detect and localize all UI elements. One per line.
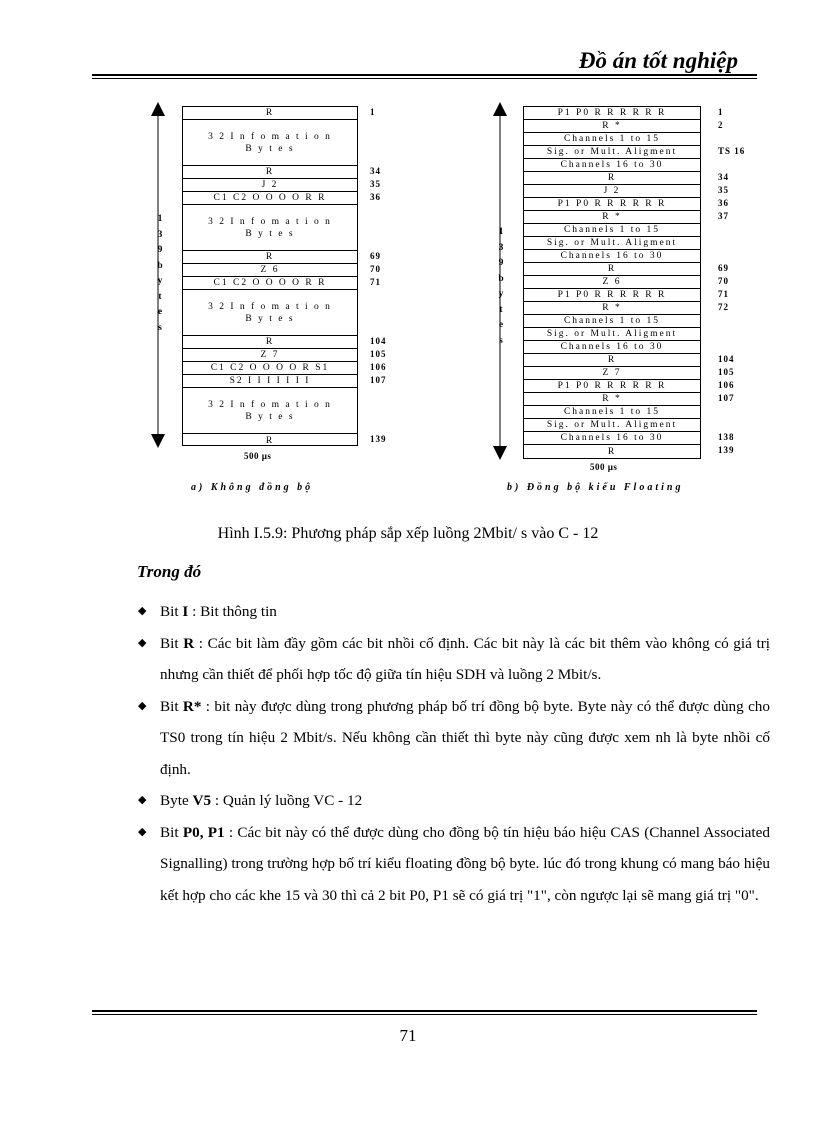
- diagram-a-row: 3 2 I n f o m a t i o n B y t e s: [183, 290, 357, 336]
- diagram-b-row: R *: [524, 211, 700, 224]
- vertical-label-char: s: [499, 335, 503, 346]
- vertical-label-char: 3: [157, 229, 163, 240]
- diagram-b-row-number: 71: [718, 288, 729, 299]
- diagram-b-row-number: 72: [718, 301, 729, 312]
- vertical-label-char: s: [158, 322, 162, 333]
- diagram-b-frame: [523, 106, 701, 459]
- bullet-diamond-icon: ◆: [138, 825, 147, 838]
- vertical-label-char: t: [158, 291, 162, 302]
- diagram-b-row: Channels 16 to 30: [524, 432, 700, 445]
- diagram-b-row: R *: [524, 120, 700, 133]
- diagram-b-row-number: 107: [718, 392, 735, 403]
- vertical-label-char: y: [498, 289, 504, 299]
- vertical-label-char: 1: [498, 227, 504, 237]
- footer-rule: [92, 1010, 757, 1012]
- diagram-b-row: Sig. or Mult. Aligment: [524, 237, 700, 250]
- bullet-item: [138, 628, 770, 691]
- diagram-b-row-number: 138: [718, 431, 735, 442]
- header-title: Đồ án tốt nghiệp: [578, 48, 738, 73]
- diagram-a-row: J 2: [183, 179, 357, 192]
- diagram-a-row: C1 C2 O O O O R R: [183, 277, 357, 290]
- diagram-a-row-number: 36: [370, 191, 381, 202]
- diagram-b-row-number: 139: [718, 444, 735, 455]
- figure-caption: Hình I.5.9: Phương pháp sắp xếp luồng 2Mbit/ s vào C - 12: [217, 525, 599, 542]
- diagram-b-row: Channels 1 to 15: [524, 315, 700, 328]
- diagram-a-row: R: [183, 166, 357, 179]
- diagram-b-row: R: [524, 354, 700, 367]
- bullet-diamond-icon: ◆: [138, 605, 147, 617]
- bullet-prefix: Bit: [160, 697, 183, 715]
- diagram-b-row-number: TS 16: [718, 145, 746, 156]
- diagram-a-row: R: [183, 251, 357, 264]
- diagram-b-row-number: 35: [718, 184, 729, 195]
- diagram-a-row: Z 7: [183, 349, 357, 362]
- diagram-a-row-number: 105: [370, 348, 387, 359]
- bullet-list: [138, 596, 770, 911]
- diagram-a-row-number: 70: [370, 263, 381, 274]
- diagram-b-row: P1 P0 R R R R R R: [524, 380, 700, 393]
- diagram-b-row-number: 37: [718, 210, 729, 221]
- bullet-text: : Các bit này có thể được dùng cho đồng bộ tín hiệu báo hiệu CAS (Channel Associated Signalling) trong trường hợp bố trí kiểu floating đồng bộ byte. lúc đó trong khung có mang báo hiệu kết hợp cho các khe 15 và 30 thì cả 2 bit P0, P1 sẽ có giá trị "1", còn ngược lại sẽ mang giá trị "0".: [160, 823, 770, 904]
- diagram-b-row: Channels 1 to 15: [524, 224, 700, 237]
- diagram-b-row: R *: [524, 302, 700, 315]
- bullet-item: [138, 785, 770, 817]
- bullet-term: V5: [192, 792, 212, 809]
- vertical-label-char: 3: [498, 242, 504, 253]
- bullet-item: [138, 691, 770, 786]
- diagram-b-duration: 500 µs: [590, 462, 618, 472]
- diagram-b-row-number: 1: [718, 106, 724, 117]
- vertical-label-char: b: [498, 273, 504, 284]
- diagram-a-row: 3 2 I n f o m a t i o n B y t e s: [183, 120, 357, 166]
- vertical-label-char: 9: [157, 245, 163, 255]
- diagram-b-row: R: [607, 446, 617, 457]
- vertical-label-char: e: [157, 307, 163, 317]
- header-rule-thin: [92, 78, 757, 79]
- diagram-a-duration: 500 µs: [244, 451, 272, 461]
- diagram-a-row: S2 I I I I I I I: [183, 375, 357, 388]
- bullet-text: : Các bit làm đầy gồm các bit nhồi cố định. Các bit này là các bit thêm vào không có giá trị nhưng cần thiết để phối hợp tốc độ giữa tín hiệu SDH và luồng 2 Mbit/s.: [160, 634, 770, 683]
- vertical-label-char: y: [157, 276, 163, 286]
- diagram-b-row-number: 69: [718, 262, 729, 273]
- footer-rule-thin: [92, 1014, 757, 1015]
- diagram-a-row-number: 1: [370, 106, 376, 117]
- diagram-b-row-number: 105: [718, 366, 735, 377]
- diagram-b-row-number: 106: [718, 379, 735, 390]
- diagram-a-row-number: 71: [370, 276, 381, 287]
- diagram-a-row: Z 6: [183, 264, 357, 277]
- diagram-b-row: R: [524, 172, 700, 185]
- bullet-term: P0, P1: [182, 823, 225, 841]
- bullet-term: R: [183, 634, 195, 652]
- diagram-b-row-number: 36: [718, 197, 729, 208]
- bullet-text: : bit này được dùng trong phương pháp bố trí đồng bộ byte. Byte này có thể được dùng cho TS0 trong tín hiệu 2 Mbit/s. Nếu không cần thiết thì byte này cũng được xem nh là byte nhồi cố định.: [160, 697, 770, 778]
- diagram-a-row: 3 2 I n f o m a t i o n B y t e s: [183, 388, 357, 434]
- diagram-b-row: Channels 16 to 30: [524, 250, 700, 263]
- diagram-b-row: Channels 1 to 15: [524, 406, 700, 419]
- bullet-prefix: Bit: [160, 823, 183, 841]
- diagram-b-row-number: 34: [718, 171, 729, 182]
- diagram-a-frame: [182, 106, 358, 446]
- bullet-text: : Bit thông tin: [188, 603, 277, 620]
- diagram-b-row-number: 70: [718, 275, 729, 286]
- bullet-term: I: [182, 603, 189, 620]
- diagram-a-row-number: 107: [370, 374, 387, 385]
- bullet-prefix: Bit: [160, 634, 184, 652]
- vertical-label-char: 9: [498, 258, 504, 268]
- diagram-b-row: P1 P0 R R R R R R: [524, 107, 700, 120]
- diagram-a-row-number: 35: [370, 178, 381, 189]
- bullet-diamond-icon: ◆: [138, 636, 147, 649]
- diagram-b-row: Channels 16 to 30: [524, 341, 700, 354]
- diagram-b-row: Sig. or Mult. Aligment: [524, 328, 700, 341]
- diagram-b-row: Channels 16 to 30: [524, 159, 700, 172]
- diagram-a-row-number: 106: [370, 361, 387, 372]
- diagram-a-row: 3 2 I n f o m a t i o n B y t e s: [183, 205, 357, 251]
- diagram-b-row: Channels 1 to 15: [524, 133, 700, 146]
- diagram-a-row-number: 69: [370, 250, 381, 261]
- diagram-b-row: R *: [524, 393, 700, 406]
- diagram-b-row: Z 7: [524, 367, 700, 380]
- diagram-a-row-number: 139: [370, 433, 387, 444]
- diagram-b-caption: b) Đồng bộ kiểu Floating: [507, 482, 684, 493]
- vertical-label-char: t: [499, 304, 503, 315]
- diagram-a-caption: a) Không đồng bộ: [191, 482, 314, 493]
- bullet-prefix: Bit: [160, 603, 183, 620]
- diagram-a-row: C1 C2 O O O O R S1: [183, 362, 357, 375]
- bullet-item: [138, 596, 770, 628]
- diagram-b-row: Z 6: [524, 276, 700, 289]
- diagram-a-row: C1 C2 O O O O R R: [183, 192, 357, 205]
- diagram-b-row-number: 2: [718, 119, 724, 130]
- diagram-a-row: R: [265, 435, 275, 446]
- vertical-label-char: 1: [157, 214, 163, 224]
- header-rule: [92, 74, 757, 76]
- diagram-b-row-number: 104: [718, 353, 735, 364]
- section-title: Trong đó: [137, 562, 202, 581]
- diagram-b-row: J 2: [524, 185, 700, 198]
- diagram-b-row: Sig. or Mult. Aligment: [524, 146, 700, 159]
- diagram-b-row: R: [524, 263, 700, 276]
- bullet-item: [138, 817, 770, 912]
- diagram-a-row: R: [183, 107, 357, 120]
- diagram-b-row: P1 P0 R R R R R R: [524, 289, 700, 302]
- bullet-text: : Quản lý luồng VC - 12: [211, 792, 363, 809]
- diagram-b-row: P1 P0 R R R R R R: [524, 198, 700, 211]
- vertical-label-char: e: [498, 320, 504, 330]
- page-number: 71: [399, 1026, 417, 1045]
- diagram-a-row: R: [183, 336, 357, 349]
- bullet-prefix: Byte: [160, 792, 193, 809]
- vertical-label-char: b: [157, 260, 163, 271]
- bullet-term: R*: [182, 697, 202, 715]
- diagram-a-row-number: 34: [370, 165, 381, 176]
- diagram-b-row: Sig. or Mult. Aligment: [524, 419, 700, 432]
- diagram-a-row-number: 104: [370, 335, 387, 346]
- bullet-diamond-icon: ◆: [138, 794, 147, 806]
- bullet-diamond-icon: ◆: [138, 699, 147, 712]
